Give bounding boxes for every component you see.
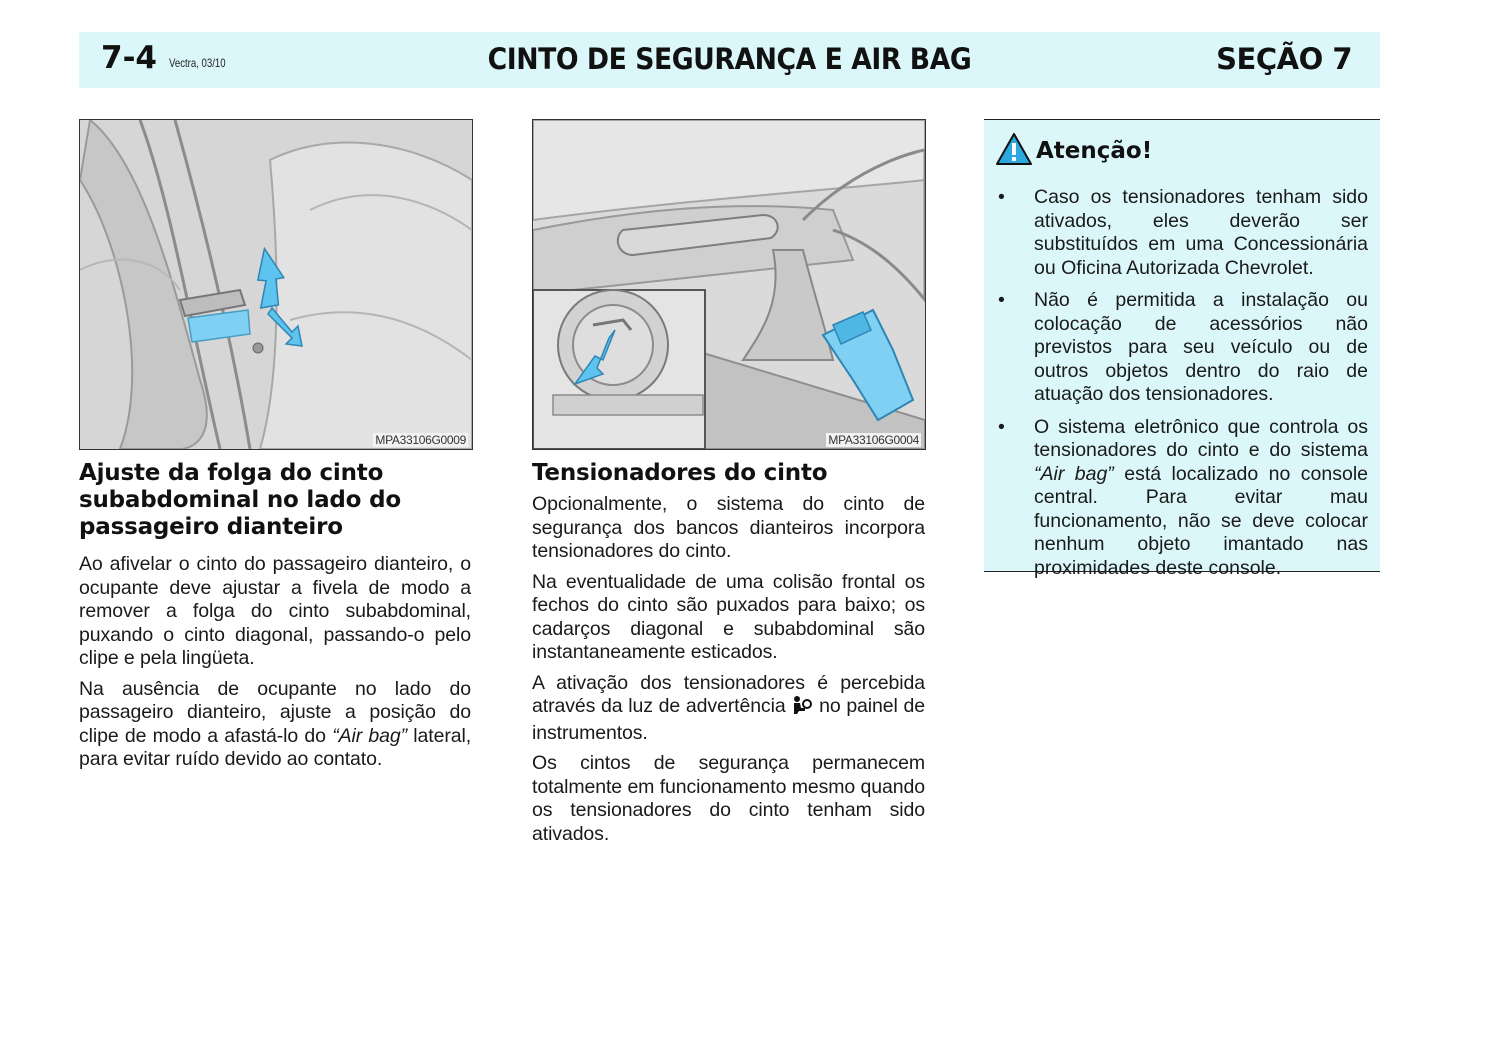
list-item-text: Caso os tensionadores tenham sido ativados, eles deverão ser substituídos em uma Concessionária ou Oficina Autorizada Chevrolet.: [1034, 186, 1368, 279]
text-span: no painel de instrumentos.: [532, 695, 926, 744]
page-header: [79, 32, 1380, 88]
left-paragraph-2: [79, 678, 471, 772]
middle-heading: Tensionadores do cinto: [532, 460, 828, 486]
page-title: CINTO DE SEGURANÇA E AIR BAG: [487, 42, 972, 76]
text-span: lateral, para evitar ruído devido ao contato.: [79, 724, 472, 770]
text-span: Na ausência de ocupante no lado do passageiro dianteiro, ajuste a posição do clipe de modo a afastá-lo do: [79, 677, 471, 747]
seat-belt-clip-illustration: [80, 120, 472, 449]
middle-body: [532, 493, 925, 853]
warning-list: [998, 186, 1368, 589]
warning-title: Atenção!: [1036, 138, 1153, 164]
belt-tensioner-illustration: [533, 120, 925, 449]
left-heading: Ajuste da folga do cinto subabdominal no lado do passageiro dianteiro: [79, 460, 401, 540]
list-item: [998, 416, 1368, 581]
list-item: [998, 289, 1368, 407]
emphasis: “Air bag”: [1034, 462, 1114, 485]
figure-belt-tensioner: [532, 119, 926, 450]
emphasis: “Air bag”: [332, 724, 408, 747]
section-label: SEÇÃO 7: [1216, 42, 1352, 76]
left-paragraph-1: Ao afivelar o cinto do passageiro dianteiro, o ocupante deve ajustar a fivela de modo a remover a folga do cinto subabdominal, puxando o cinto diagonal, passando-o pelo clipe e pela lingüeta.: [79, 553, 471, 669]
text-span: A ativação dos tensionadores é percebida através da luz de advertência: [532, 671, 925, 717]
bullet: •: [998, 289, 1005, 311]
warning-box: [984, 119, 1380, 579]
middle-paragraph-4: Os cintos de segurança permanecem totalmente em funcionamento mesmo quando os tensionadores do cinto tenham sido ativados.: [532, 752, 925, 845]
bullet: •: [998, 186, 1005, 208]
middle-paragraph-3: [532, 672, 925, 746]
edition-label: Vectra, 03/10: [169, 56, 226, 70]
list-item-text: está localizado no console central. Para evitar mau funcionamento, não se deve colocar nenhum objeto imantado nas proximidades deste console.: [1034, 462, 1368, 579]
list-item-text: Não é permitida a instalação ou colocação de acessórios não previstos para seu veículo ou de outros objetos dentro do raio de atuação dos tensionadores.: [1034, 289, 1368, 405]
middle-paragraph-1: Opcionalmente, o sistema do cinto de segurança dos bancos dianteiros incorpora tensionadores do cinto.: [532, 493, 925, 562]
airbag-warning-icon: [791, 695, 813, 722]
page-number: 7-4: [101, 40, 158, 76]
warning-triangle-icon: [996, 133, 1032, 170]
figure-code: MPA33106G0004: [828, 433, 919, 447]
warning-header: [996, 134, 1152, 168]
list-item-text: O sistema eletrônico que controla os tensionadores do cinto e do sistema: [1034, 415, 1368, 461]
middle-paragraph-2: Na eventualidade de uma colisão frontal os fechos do cinto são puxados para baixo; os cadarços diagonal e subabdominal são instantaneamente esticados.: [532, 570, 925, 663]
figure-code: MPA33106G0009: [375, 433, 466, 447]
bullet: •: [998, 415, 1005, 438]
figure-seat-belt-clip: [79, 119, 473, 450]
left-body: [79, 553, 471, 779]
list-item: [998, 186, 1368, 280]
